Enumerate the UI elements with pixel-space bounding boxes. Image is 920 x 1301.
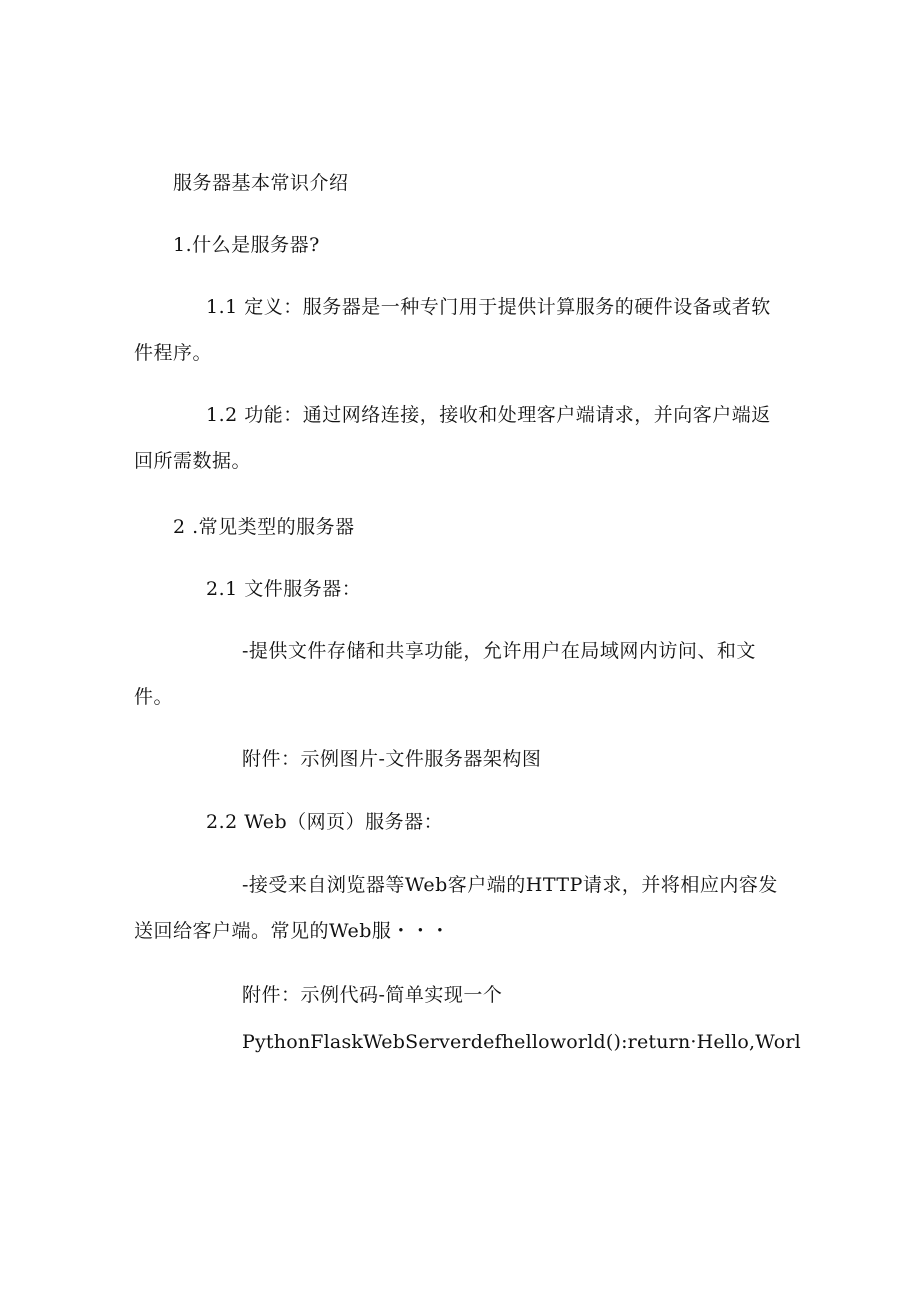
paragraph-2-1: -提供文件存储和共享功能，允许用户在局域网内访问、和文件。 — [134, 640, 756, 708]
attachment-2-2: 附件：示例代码-简单实现一个 — [242, 984, 503, 1006]
section-heading-2: 2 .常见类型的服务器 — [173, 516, 355, 538]
section-heading-1: 1.什么是服务器? — [173, 234, 320, 256]
subsection-heading-2-1: 2.1 文件服务器： — [206, 578, 362, 600]
subsection-heading-2-2: 2.2 Web（网页）服务器： — [206, 811, 444, 833]
paragraph-2-2: -接受来自浏览器等Web客户端的HTTP请求，并将相应内容发送回给客户端。常见的Web服・・・ — [134, 874, 778, 942]
paragraph-1-1: 1.1 定义：服务器是一种专门用于提供计算服务的硬件设备或者软件程序。 — [134, 296, 771, 364]
document-title: 服务器基本常识介绍 — [173, 172, 349, 194]
attachment-2-1: 附件：示例图片-文件服务器架构图 — [242, 748, 542, 770]
code-snippet: PythonFlaskWebServerdefhelloworld():return·Hello,Worl — [242, 1031, 801, 1053]
paragraph-1-2: 1.2 功能：通过网络连接，接收和处理客户端请求，并向客户端返回所需数据。 — [134, 404, 771, 472]
